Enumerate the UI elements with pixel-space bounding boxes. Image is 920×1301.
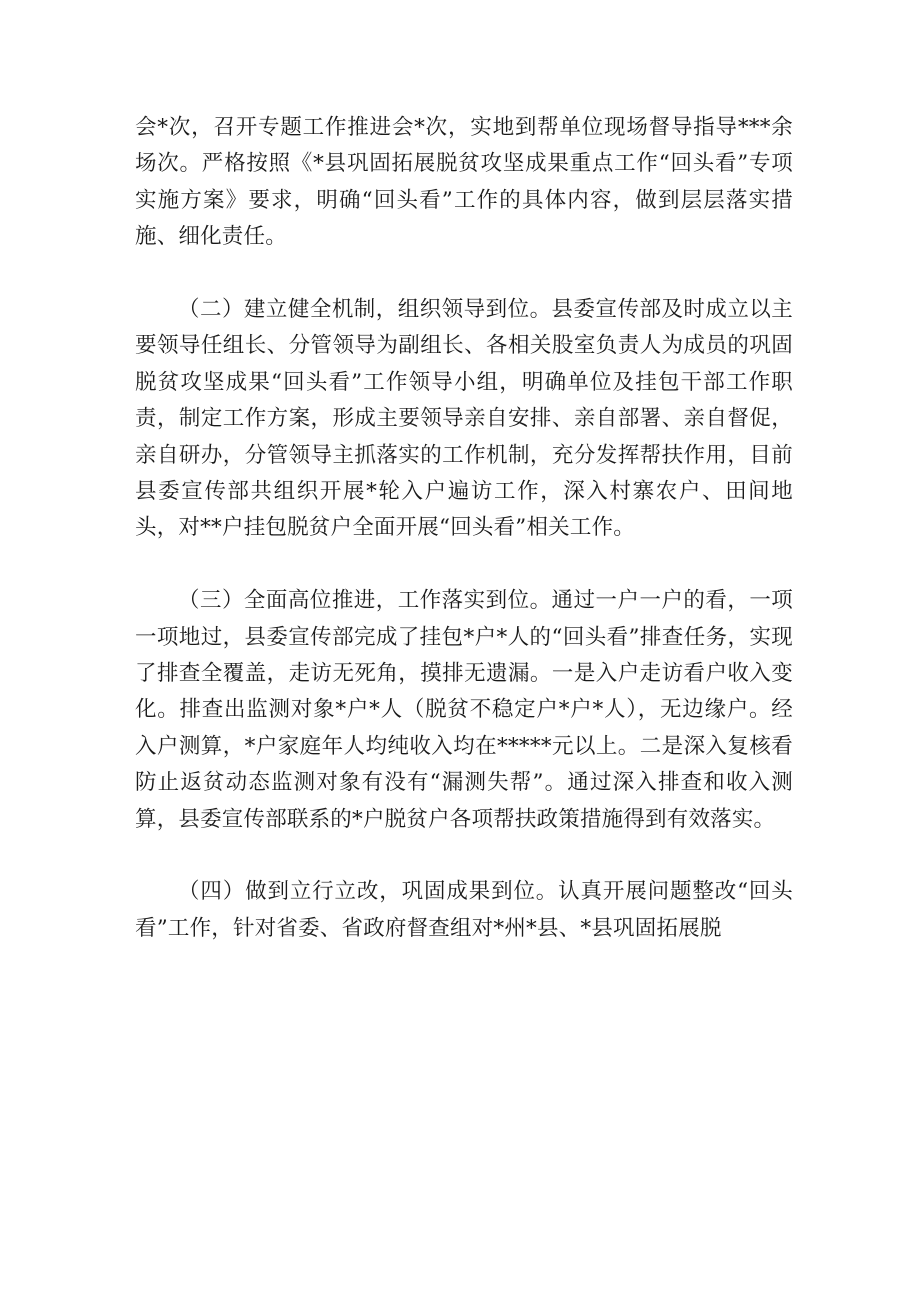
document-body — [135, 110, 793, 947]
paragraph-section-3: （三）全面高位推进，工作落实到位。通过一户一户的看，一项一项地过，县委宣传部完成了挂包*户*人的“回头看”排查任务，实现了排查全覆盖，走访无死角，摸排无遗漏。一是入户走访看户收入变化。排查出监测对象*户*人（脱贫不稳定户*户*人），无边缘户。经入户测算，*户家庭年人均纯收入均在*****元以上。二是深入复核看防止返贫动态监测对象有没有“漏测失帮”。通过深入排查和收入测算，县委宣传部联系的*户脱贫户各项帮扶政策措施得到有效落实。 — [135, 588, 793, 832]
paragraph-section-4: （四）做到立行立改，巩固成果到位。认真开展问题整改“回头看”工作，针对省委、省政府督查组对*州*县、*县巩固拓展脱 — [135, 879, 793, 941]
paragraph-gap — [135, 547, 793, 583]
paragraph-gap — [135, 838, 793, 874]
paragraph-continuation: 会*次，召开专题工作推进会*次，实地到帮单位现场督导指导***余场次。严格按照《*县巩固拓展脱贫攻坚成果重点工作“回头看”专项实施方案》要求，明确“回头看”工作的具体内容，做到层层落实措施、细化责任。 — [135, 115, 793, 250]
paragraph-gap — [135, 256, 793, 292]
paragraph-section-2: （二）建立健全机制，组织领导到位。县委宣传部及时成立以主要领导任组长、分管领导为副组长、各相关股室负责人为成员的巩固脱贫攻坚成果“回头看”工作领导小组，明确单位及挂包干部工作职责，制定工作方案，形成主要领导亲自安排、亲自部署、亲自督促，亲自研办，分管领导主抓落实的工作机制，充分发挥帮扶作用，目前县委宣传部共组织开展*轮入户遍访工作，深入村寨农户、田间地头，对**户挂包脱贫户全面开展“回头看”相关工作。 — [135, 297, 793, 541]
